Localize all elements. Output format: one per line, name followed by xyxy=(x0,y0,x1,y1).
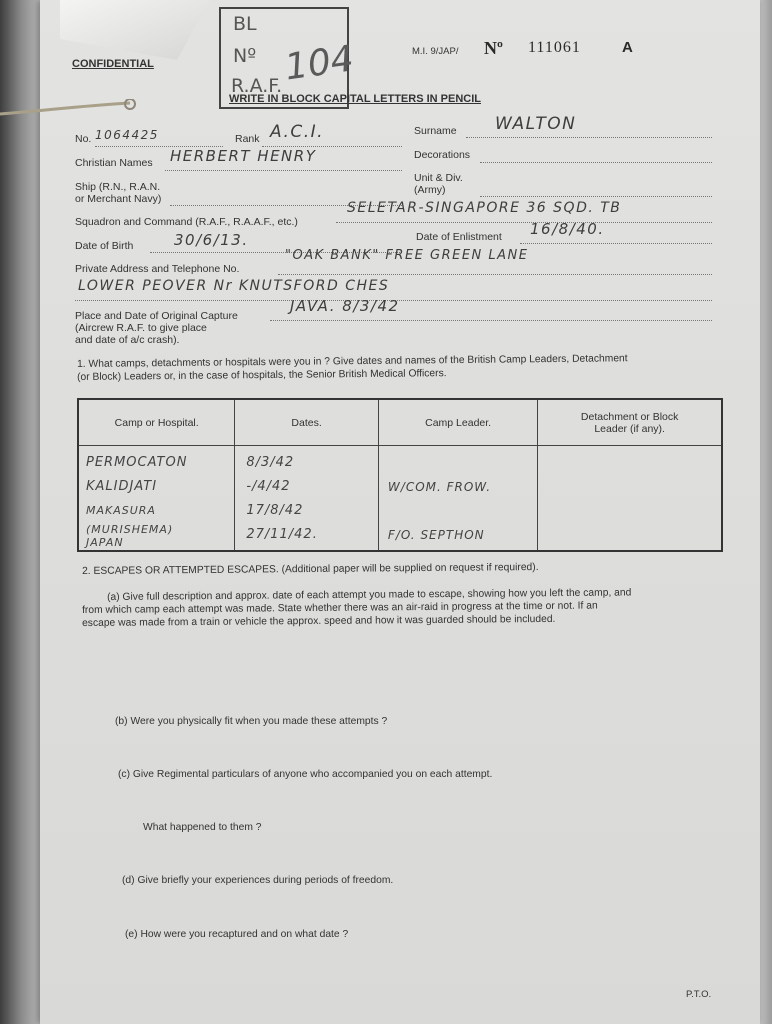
header-detachment-leader: Detachment or Block Leader (if any). xyxy=(538,399,722,446)
date-of-birth-value: 30/6/13. xyxy=(174,231,249,249)
tag-string xyxy=(0,99,140,121)
question-2e: (e) How were you recaptured and on what date ? xyxy=(125,929,349,940)
stamp-handwritten-number: 104 xyxy=(282,38,357,89)
service-number-value: 1064425 xyxy=(95,128,159,142)
question-2c-followup: What happened to them ? xyxy=(143,822,262,833)
question-2b: (b) Were you physically fit when you made these attempts ? xyxy=(115,716,388,727)
detachment-cell xyxy=(538,446,722,552)
unit-line xyxy=(480,196,712,197)
table-row: W/COM. FROW. xyxy=(387,480,492,494)
decorations-label: Decorations xyxy=(414,149,471,161)
stamp-line-3: R.A.F. xyxy=(231,75,283,97)
table-row: (MURISHEMA) JAPAN xyxy=(86,523,174,549)
address-label: Private Address and Telephone No. xyxy=(75,263,240,275)
capture-line xyxy=(270,320,712,321)
table-row: F/O. SEPTHON xyxy=(387,528,485,542)
question-2a-line3: escape was made from a train or vehicle the approx. speed and how it was guarded should be included. xyxy=(82,613,556,629)
leader-cell xyxy=(378,446,537,552)
rank-label: Rank xyxy=(235,133,260,145)
table-body-row xyxy=(78,446,722,552)
table-row: PERMOCATON xyxy=(86,455,188,470)
capture-label-line1: Place and Date of Original Capture xyxy=(75,310,238,322)
table-row: 17/8/42 xyxy=(246,503,304,518)
pto-label: P.T.O. xyxy=(686,989,712,1000)
rank-value: A.C.I. xyxy=(270,122,325,142)
decorations-line xyxy=(480,162,712,163)
table-row xyxy=(388,451,536,475)
stamp-line-1: BL xyxy=(233,13,257,35)
header-dates: Dates. xyxy=(235,399,379,446)
stamp-line-2: Nº xyxy=(233,45,257,67)
question-2a-line1: (a) Give full description and approx. date of each attempt you made to escape, showing how you left the camp, and xyxy=(107,587,632,603)
table-row: 27/11/42. xyxy=(246,527,318,542)
unit-label-line1: Unit & Div. xyxy=(414,172,463,184)
date-of-enlistment-label: Date of Enlistment xyxy=(416,231,502,243)
christian-names-line xyxy=(165,170,402,171)
capture-label-line3: and date of a/c crash). xyxy=(75,334,180,346)
date-of-birth-label: Date of Birth xyxy=(75,240,134,252)
table-row: 8/3/42 xyxy=(246,455,295,470)
header-camp-leader: Camp Leader. xyxy=(378,399,537,446)
address-line-1 xyxy=(278,274,712,275)
form-letter: A xyxy=(622,39,633,56)
ship-label-line1: Ship (R.N., R.A.N. xyxy=(75,181,161,193)
christian-names-value: HERBERT HENRY xyxy=(170,147,317,165)
camps-table xyxy=(77,398,723,552)
form-reference: M.I. 9/JAP/ xyxy=(412,46,459,57)
surname-line xyxy=(466,137,712,138)
no-label: No. xyxy=(75,133,92,145)
camp-cell xyxy=(78,446,235,552)
header-camp: Camp or Hospital. xyxy=(78,399,235,446)
capture-value: JAVA. 8/3/42 xyxy=(290,297,400,315)
question-2c: (c) Give Regimental particulars of anyone who accompanied you on each attempt. xyxy=(118,769,493,780)
form-number: 111061 xyxy=(528,39,581,56)
table-row xyxy=(388,499,536,523)
enlistment-line xyxy=(520,243,712,244)
squadron-line xyxy=(336,222,712,223)
surname-value: WALTON xyxy=(495,114,577,134)
unit-label-line2: (Army) xyxy=(414,184,446,196)
number-symbol: Nº xyxy=(484,38,503,58)
question-2-title: 2. ESCAPES OR ATTEMPTED ESCAPES. (Additional paper will be supplied on request if required). xyxy=(82,562,539,577)
dates-cell xyxy=(235,446,379,552)
table-header-row xyxy=(78,399,722,446)
question-2a-line2: from which camp each attempt was made. State whether there was an air-raid in progress at the time or not. If an xyxy=(82,600,598,616)
question-1-line2: (or Block) Leaders or, in the case of hospitals, the Senior British Medical Officers. xyxy=(77,368,447,383)
table-row: MAKASURA xyxy=(86,504,156,517)
confidential-label: CONFIDENTIAL xyxy=(72,58,154,70)
date-of-enlistment-value: 16/8/40. xyxy=(530,220,605,238)
squadron-value: SELETAR-SINGAPORE 36 SQD. TB xyxy=(347,200,622,216)
address-value-line1: "OAK BANK" FREE GREEN LANE xyxy=(285,248,529,263)
ship-label-line2: or Merchant Navy) xyxy=(75,193,162,205)
christian-names-label: Christian Names xyxy=(75,157,153,169)
capture-label-line2: (Aircrew R.A.F. to give place xyxy=(75,322,207,334)
address-value-line2: LOWER PEOVER Nr KNUTSFORD CHES xyxy=(78,278,390,294)
table-row: -/4/42 xyxy=(246,479,291,494)
question-1-line1: 1. What camps, detachments or hospitals were you in ? Give dates and names of the British Camp Leaders, Detachment xyxy=(77,353,628,370)
question-2d: (d) Give briefly your experiences during periods of freedom. xyxy=(122,875,394,886)
squadron-label: Squadron and Command (R.A.F., R.A.A.F., etc.) xyxy=(75,216,298,228)
table-row: KALIDJATI xyxy=(86,479,158,494)
surname-label: Surname xyxy=(414,125,457,137)
instruction-heading: WRITE IN BLOCK CAPITAL LETTERS IN PENCIL xyxy=(229,93,481,105)
